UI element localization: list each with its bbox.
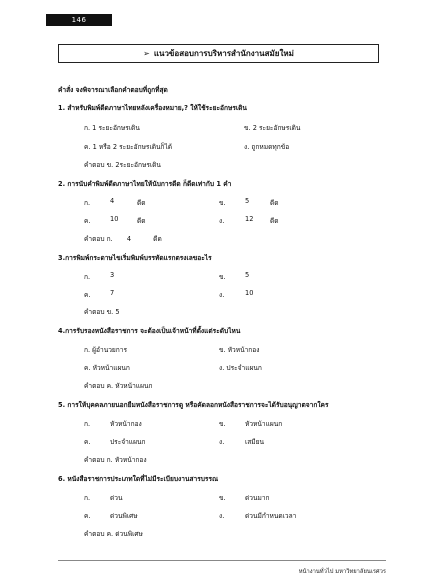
footer-text: หน้างานทั่วไป มหาวิทยาลัยนเรศวร (298, 569, 386, 575)
q3-option-c-letter: ค. (84, 291, 91, 299)
q2-option-a-letter: ก. (84, 199, 91, 207)
q5-option-c-letter: ค. (84, 438, 91, 446)
q1-option-d: ง. ถูกหมดทุกข้อ (244, 143, 290, 151)
q1-answer: คำตอบ ข. 2ระยะอักษรเดิน (84, 161, 161, 169)
arrow-right-icon: ➢ (143, 49, 150, 58)
q6-option-a-value: ด่วน (110, 494, 123, 502)
q3-option-a-letter: ก. (84, 273, 91, 281)
q3-option-d-value: 10 (245, 289, 254, 297)
q5-option-c-value: ประจำแผนก (110, 438, 146, 446)
q4-answer: คำตอบ ค. หัวหน้าแผนก (84, 382, 153, 390)
q3-option-c-value: 7 (110, 289, 115, 297)
q2-option-b-value: 5 (245, 197, 250, 205)
q5-option-b-letter: ข. (219, 420, 226, 428)
q2-option-d-value: 12 (245, 215, 254, 223)
page-number: 146 (46, 14, 112, 26)
page-title (58, 44, 379, 63)
title-text: แนวข้อสอบการบริหารสำนักงานสมัยใหม่ (153, 49, 294, 58)
q4-option-d: ง. ประจำแผนก (219, 364, 262, 372)
q5-option-d-value: เสมียน (245, 438, 264, 446)
q1-option-a: ก. 1 ระยะอักษรเดิน (84, 124, 140, 132)
q3-option-a-value: 3 (110, 271, 115, 279)
q2-option-c-letter: ค. (84, 217, 91, 225)
q2-option-c-unit: ดีด (137, 217, 146, 225)
q5-option-a-value: หัวหน้ากอง (110, 420, 142, 428)
q6-option-b-letter: ข. (219, 494, 226, 502)
q2-option-d-letter: ง. (219, 217, 225, 225)
q6-option-d-letter: ง. (219, 512, 225, 520)
question-3: 3.การพิมพ์กระดาษไขเริ่มพิมพ์บรรทัดแรกตรงเลขอะไร (58, 254, 212, 262)
q6-answer: คำตอบ ค. ด่วนพิเศษ (84, 530, 143, 538)
q5-option-b-value: หัวหน้าแผนก (245, 420, 283, 428)
footer-divider (58, 560, 386, 561)
question-5: 5. การให้บุคคลภายนอกยืมหนังสือราชการดู หรือคัดลอกหนังสือราชการจะได้รับอนุญาตจากใคร (58, 401, 329, 409)
q2-option-a-unit: ดีด (137, 199, 146, 207)
q6-option-c-value: ด่วนพิเศษ (110, 512, 138, 520)
question-6: 6. หนังสือราชการประเภทใดที่ไม่มีระเบียบงานสารบรรณ (58, 475, 219, 483)
question-2: 2. การนับคำพิมพ์ดีดภาษาไทยให้นับการดีด ก็ดีดเท่ากับ 1 คำ (58, 180, 232, 188)
q2-option-b-letter: ข. (219, 199, 226, 207)
question-4: 4.การรับรองหนังสือราชการ จะต้องเป็นเจ้าหน้าที่ตั้งแต่ระดับไหน (58, 327, 241, 335)
q2-option-b-unit: ดีด (270, 199, 279, 207)
q6-option-a-letter: ก. (84, 494, 91, 502)
q6-option-c-letter: ค. (84, 512, 91, 520)
q2-answer-unit: ดีด (153, 235, 162, 243)
q2-answer-value: 4 (126, 235, 132, 243)
q1-option-b: ข. 2 ระยะอักษรเดิน (244, 124, 301, 132)
q6-option-d-value: ด่วนมีกำหนดเวลา (245, 512, 297, 520)
q3-option-d-letter: ง. (219, 291, 225, 299)
q3-answer: คำตอบ ข. 5 (84, 308, 120, 316)
q5-answer: คำตอบ ก. หัวหน้ากอง (84, 456, 147, 464)
q5-option-d-letter: ง. (219, 438, 225, 446)
instruction: คำสั่ง จงพิจารณาเลือกคำตอบที่ถูกที่สุด (58, 86, 168, 94)
q2-option-c-value: 10 (110, 215, 119, 223)
q1-option-c: ค. 1 หรือ 2 ระยะอักษรเดินก็ได้ (84, 143, 173, 151)
q2-option-d-unit: ดีด (270, 217, 279, 225)
q2-answer (84, 233, 162, 244)
q2-answer-prefix: คำตอบ ก. (84, 235, 113, 243)
q5-option-a-letter: ก. (84, 420, 91, 428)
q4-option-a: ก. ผู้อำนวยการ (84, 346, 128, 354)
q2-option-a-value: 4 (110, 197, 115, 205)
q3-option-b-letter: ข. (219, 273, 226, 281)
q4-option-c: ค. หัวหน้าแผนก (84, 364, 130, 372)
page-footer (0, 560, 434, 578)
q3-option-b-value: 5 (245, 271, 250, 279)
q4-option-b: ข. หัวหน้ากอง (219, 346, 260, 354)
q6-option-b-value: ด่วนมาก (245, 494, 270, 502)
question-1: 1. สำหรับพิมพ์ดีดภาษาไทยหลังเครื่องหมาย,? ให้ใช้ระยะอักษรเดิน (58, 104, 247, 112)
